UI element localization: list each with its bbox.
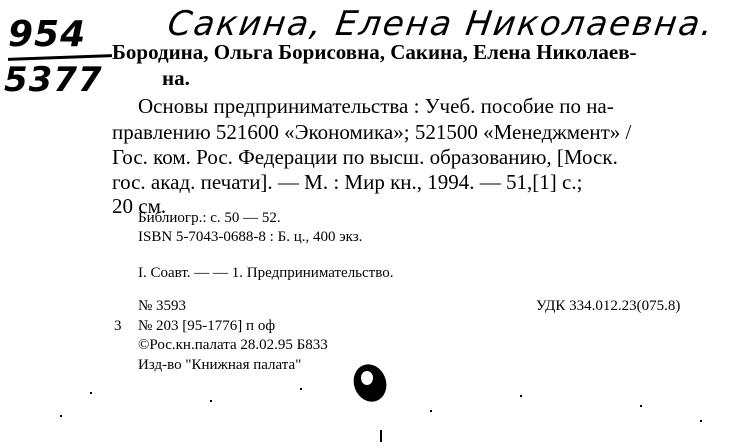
title-line-3: Гос. ком. Рос. Федерации по высш. образованию, [Моск. <box>112 145 618 169</box>
bibliography-note: Библиогр.: с. 50 — 52. <box>138 210 281 226</box>
author-heading-line-2: на. <box>162 66 190 90</box>
book-chamber-stamp: ©Рос.кн.палата 28.02.95 Б833 <box>138 337 328 353</box>
handwritten-author-name: Сакина, Елена Николаевна. <box>165 4 718 44</box>
record-prefix: 3 <box>114 318 122 334</box>
scan-speck <box>210 400 212 402</box>
record-number: № 3593 <box>138 298 187 314</box>
isbn-line: ISBN 5-7043-0688-8 : Б. ц., 400 экз. <box>138 229 363 245</box>
author-heading-line-1: Бородина, Ольга Борисовна, Сакина, Елена Николаев- <box>112 40 637 64</box>
title-line-2: правлению 521600 «Экономика»; 521500 «Менеджмент» / <box>112 120 632 144</box>
title-line-5: 20 см. <box>112 194 167 218</box>
scan-speck <box>300 388 302 390</box>
handwritten-call-number-bottom: 5377 <box>4 60 103 100</box>
scan-speck <box>380 430 382 442</box>
title-line-4: гос. акад. печати]. — М. : Мир кн., 1994. — 51,[1] с.; <box>112 170 583 194</box>
ink-blot-highlight <box>361 371 373 385</box>
scan-speck <box>520 395 522 397</box>
udk-code: УДК 334.012.23(075.8) <box>536 298 681 314</box>
scan-speck <box>640 405 642 407</box>
scan-speck <box>430 410 432 412</box>
scan-speck <box>60 415 62 417</box>
scan-speck <box>700 420 702 422</box>
order-number: № 203 [95-1776] п оф <box>138 318 276 334</box>
subject-tracing: I. Соавт. — — 1. Предпринимательство. <box>138 265 394 281</box>
scan-speck <box>90 392 92 394</box>
handwritten-call-number-top: 954 <box>8 14 87 55</box>
publisher-imprint: Изд-во "Книжная палата" <box>138 357 302 373</box>
title-line-1: Основы предпринимательства : Учеб. пособие по на- <box>138 94 614 118</box>
